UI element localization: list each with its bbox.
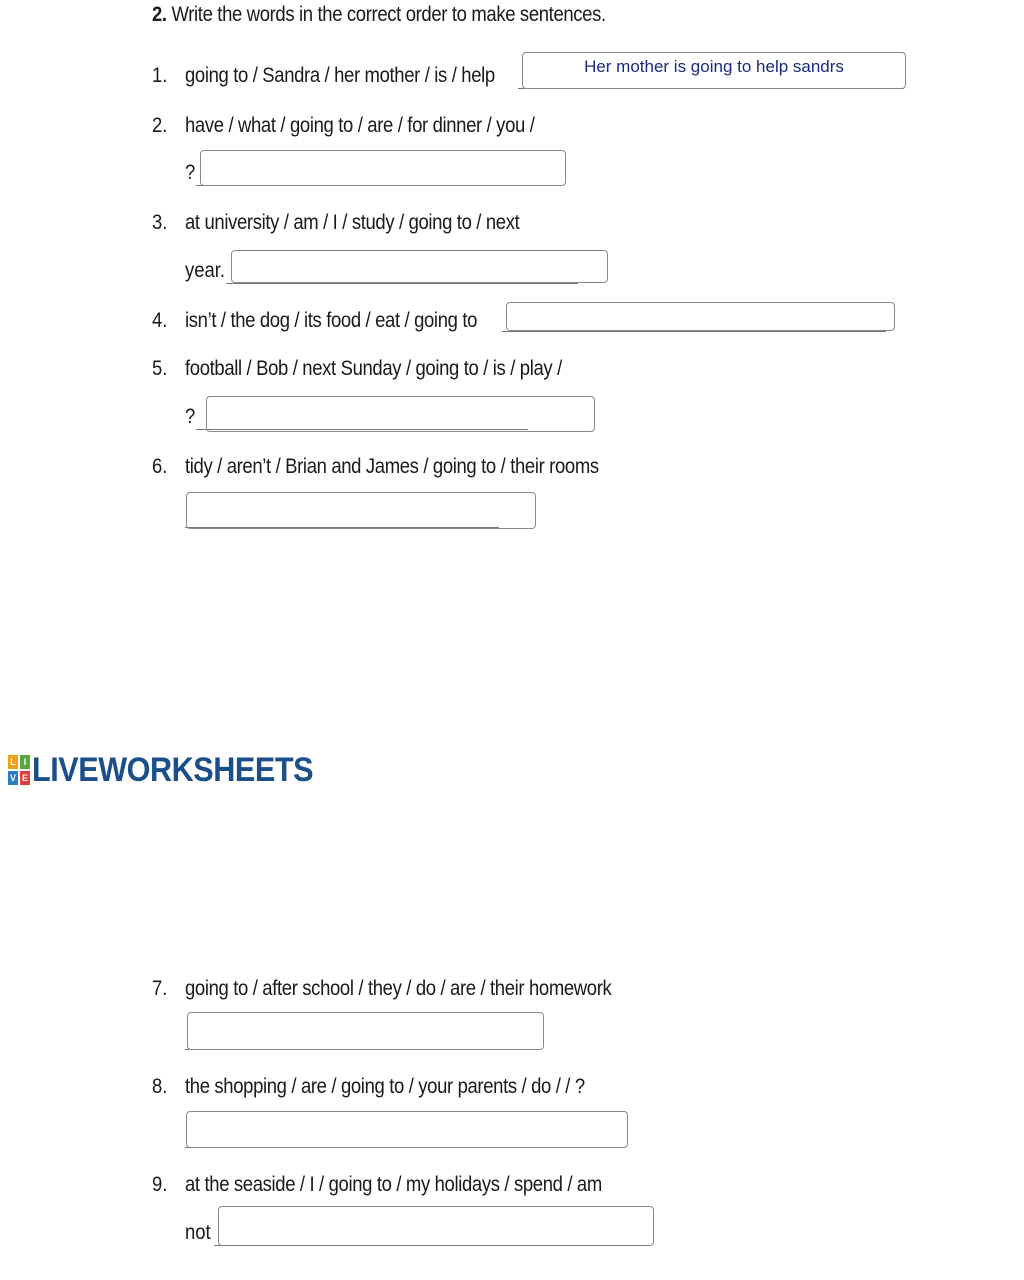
item-4-number: 4. (152, 309, 168, 332)
item-5-number: 5. (152, 357, 168, 380)
item-7-number: 7. (152, 977, 168, 1000)
logo-mark-letter-e: E (21, 773, 28, 783)
item-7-words: going to / after school / they / do / are / their homework (185, 977, 612, 1000)
logo-mark-icon (8, 755, 30, 785)
item-6-words: tidy / aren’t / Brian and James / going to / their rooms (185, 455, 599, 478)
item-8-words: the shopping / are / going to / your parents / do / / ? (185, 1075, 585, 1098)
item-9-prefix: not (185, 1221, 211, 1244)
exercise-instruction: Write the words in the correct order to make sentences. (171, 3, 606, 26)
item-1-answer-input[interactable] (522, 52, 906, 89)
item-2-words: have / what / going to / are / for dinner / you / (185, 114, 535, 137)
item-9-words: at the seaside / I / going to / my holidays / spend / am (185, 1173, 602, 1196)
item-5-answer-input[interactable] (206, 396, 595, 432)
item-2-number: 2. (152, 114, 168, 137)
item-8-answer-input[interactable] (186, 1111, 628, 1148)
item-7-answer-input[interactable] (187, 1012, 544, 1050)
item-5-prefix: ? (185, 405, 196, 428)
logo-mark-letter-v: V (9, 773, 16, 783)
logo-mark-letter-l: L (8, 755, 18, 769)
liveworksheets-logo (8, 748, 344, 792)
item-9-answer-input[interactable] (218, 1206, 654, 1246)
logo-text: LIVEWORKSHEETS (32, 750, 314, 789)
item-3-answer-input[interactable] (231, 250, 608, 283)
item-2-prefix: ? (185, 161, 196, 184)
item-4-answer-input[interactable] (506, 302, 895, 331)
item-9-number: 9. (152, 1173, 168, 1196)
item-4-words: isn’t / the dog / its food / eat / going to (185, 309, 478, 332)
item-3-underline (226, 283, 578, 284)
item-8-number: 8. (152, 1075, 168, 1098)
item-3-words: at university / am / I / study / going to / next (185, 211, 520, 234)
item-6-number: 6. (152, 455, 168, 478)
item-4-underline (502, 331, 886, 332)
item-3-prefix: year. (185, 259, 226, 282)
item-1-number: 1. (152, 64, 168, 87)
item-5-words: football / Bob / next Sunday / going to / is / play / (185, 357, 562, 380)
logo-mark-letter-i: I (20, 755, 30, 769)
exercise-number: 2. (152, 3, 167, 26)
item-1-words: going to / Sandra / her mother / is / help (185, 64, 495, 87)
item-2-answer-input[interactable] (200, 150, 566, 186)
item-6-answer-input[interactable] (186, 492, 536, 529)
exercise-title (152, 3, 606, 27)
item-3-number: 3. (152, 211, 168, 234)
